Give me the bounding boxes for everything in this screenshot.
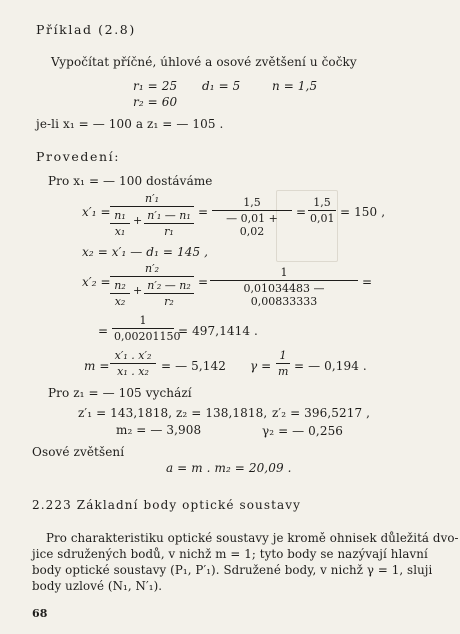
eq1-subfrac-2 [144, 209, 194, 238]
eq5-lhs: m = [84, 359, 110, 373]
eq1-subbar-1 [110, 223, 130, 224]
given-condition: je-li x₁ = — 100 a z₁ = — 105 . [36, 117, 224, 131]
eq1-subbar-2 [144, 223, 194, 224]
eq1-num: n′₁ [145, 192, 159, 205]
given-r1: r₁ = 25 [133, 79, 178, 93]
para-line-2: jice sdružených bodů, v nichž m = 1; tyto body se nazývají hlavní [32, 547, 428, 561]
case2-m2: m₂ = — 3,908 [116, 423, 202, 437]
eq3-num: n′₂ [145, 262, 159, 275]
eq1-f3-den: 0,01 [310, 212, 335, 225]
eq5-num: x′₁ . x′₂ [114, 349, 152, 362]
eq3-bar [110, 276, 194, 277]
eq3-f2-num: 1 [280, 266, 288, 279]
eq1-big-fraction [110, 192, 194, 238]
solution-title: Provedení: [36, 149, 121, 164]
axial-formula: a = m . m₂ = 20,09 . [166, 461, 292, 475]
given-n: n = 1,5 [272, 79, 318, 93]
eq1-bar [110, 206, 194, 207]
eq4-num: 1 [139, 314, 147, 327]
task-text: Vypočítat příčné, úhlové a osové zvětšení u čočky [51, 55, 357, 69]
section-heading: 2.223 Základní body optické soustavy [32, 498, 302, 512]
eq1-f3-bar [308, 210, 336, 211]
case2-intro: Pro z₁ = — 105 vychází [48, 386, 192, 400]
eq3-f2-bar [210, 280, 358, 281]
para-line-4: body uzlové (N₁, N′₁). [32, 579, 163, 593]
eq4-fraction [112, 314, 181, 343]
page-number: 68 [32, 607, 48, 620]
eq1-f3-num: 1,5 [313, 196, 331, 209]
eq2: x₂ = x′₁ — d₁ = 145 , [82, 245, 209, 259]
para-line-1: Pro charakteristiku optické soustavy je kromě ohnisek důležitá dvo- [46, 531, 459, 545]
eq3-subbar-2 [144, 293, 194, 294]
eq1-subnum-1: n₁ [114, 209, 126, 222]
gamma-lhs: γ = [250, 359, 272, 373]
para-line-3: body optické soustavy (P₁, P′₁). Sdružené body, v nichž γ = 1, sluji [32, 563, 433, 577]
eq3-fraction-2 [210, 266, 358, 308]
given-d1: d₁ = 5 [202, 79, 241, 93]
eq3-subden-2: r₂ [164, 295, 174, 308]
eq3-subfrac-1 [110, 279, 130, 308]
gamma-num: 1 [279, 349, 287, 362]
eq3-subnum-2: n′₂ — n₂ [147, 279, 191, 292]
case2-z2: z₂ = 138,1818, [176, 406, 268, 420]
eq5-bar [110, 363, 156, 364]
eq1-subden-1: x₁ [114, 225, 126, 238]
eq1-result: = 150 , [340, 205, 386, 219]
eq3-subden-1: x₂ [114, 295, 126, 308]
gamma-den: m [278, 365, 289, 378]
eq1-subden-2: r₁ [164, 225, 174, 238]
case1-intro: Pro x₁ = — 100 dostáváme [48, 174, 213, 188]
eq5-den: x₁ . x₂ [117, 365, 149, 378]
axial-label: Osové zvětšení [32, 445, 125, 459]
eq1-subfrac-1 [110, 209, 130, 238]
eq1-f2-bar [212, 210, 292, 211]
case2-gamma2: γ₂ = — 0,256 [262, 424, 344, 438]
eq4-bar [112, 328, 174, 329]
eq3-big-fraction [110, 262, 194, 308]
eq3-plus: + [133, 284, 143, 297]
case2-z1prime: z′₁ = 143,1818, [78, 406, 173, 420]
eq1-equals-b: = [296, 205, 307, 219]
eq1-subnum-2: n′₁ — n₁ [147, 209, 191, 222]
gamma-result: = — 0,194 . [294, 359, 367, 373]
eq1-lhs: x′₁ = [82, 205, 111, 219]
gamma-bar [276, 363, 290, 364]
eq3-subnum-1: n₂ [114, 279, 126, 292]
eq3-lhs: x′₂ = [82, 275, 111, 289]
eq4-den: 0,00201150 [114, 330, 181, 343]
eq3-equals-a: = [198, 275, 209, 289]
eq3-equals-b: = [362, 275, 373, 289]
eq4-result: = 497,1414 . [178, 324, 258, 338]
eq3-subbar-1 [110, 293, 130, 294]
eq1-equals-a: = [198, 205, 209, 219]
eq1-fraction-3 [308, 196, 336, 225]
given-r2: r₂ = 60 [133, 95, 178, 109]
case2-z2prime: z′₂ = 396,5217 , [272, 406, 371, 420]
gamma-fraction [276, 349, 290, 378]
eq4-lead: = [98, 324, 109, 338]
eq1-plus: + [133, 214, 143, 227]
eq3-subfrac-2 [144, 279, 194, 308]
eq5-fraction [110, 349, 156, 378]
eq3-f2-den: 0,01034483 — 0,00833333 [243, 282, 325, 308]
eq1-fraction-2 [212, 196, 292, 238]
eq1-f2-den: — 0,01 + 0,02 [226, 212, 278, 238]
eq1-denominator [110, 208, 194, 238]
eq5-result: = — 5,142 [161, 359, 226, 373]
eq3-denominator [110, 278, 194, 308]
eq1-f2-num: 1,5 [243, 196, 261, 209]
example-title: Příklad (2.8) [36, 22, 136, 37]
